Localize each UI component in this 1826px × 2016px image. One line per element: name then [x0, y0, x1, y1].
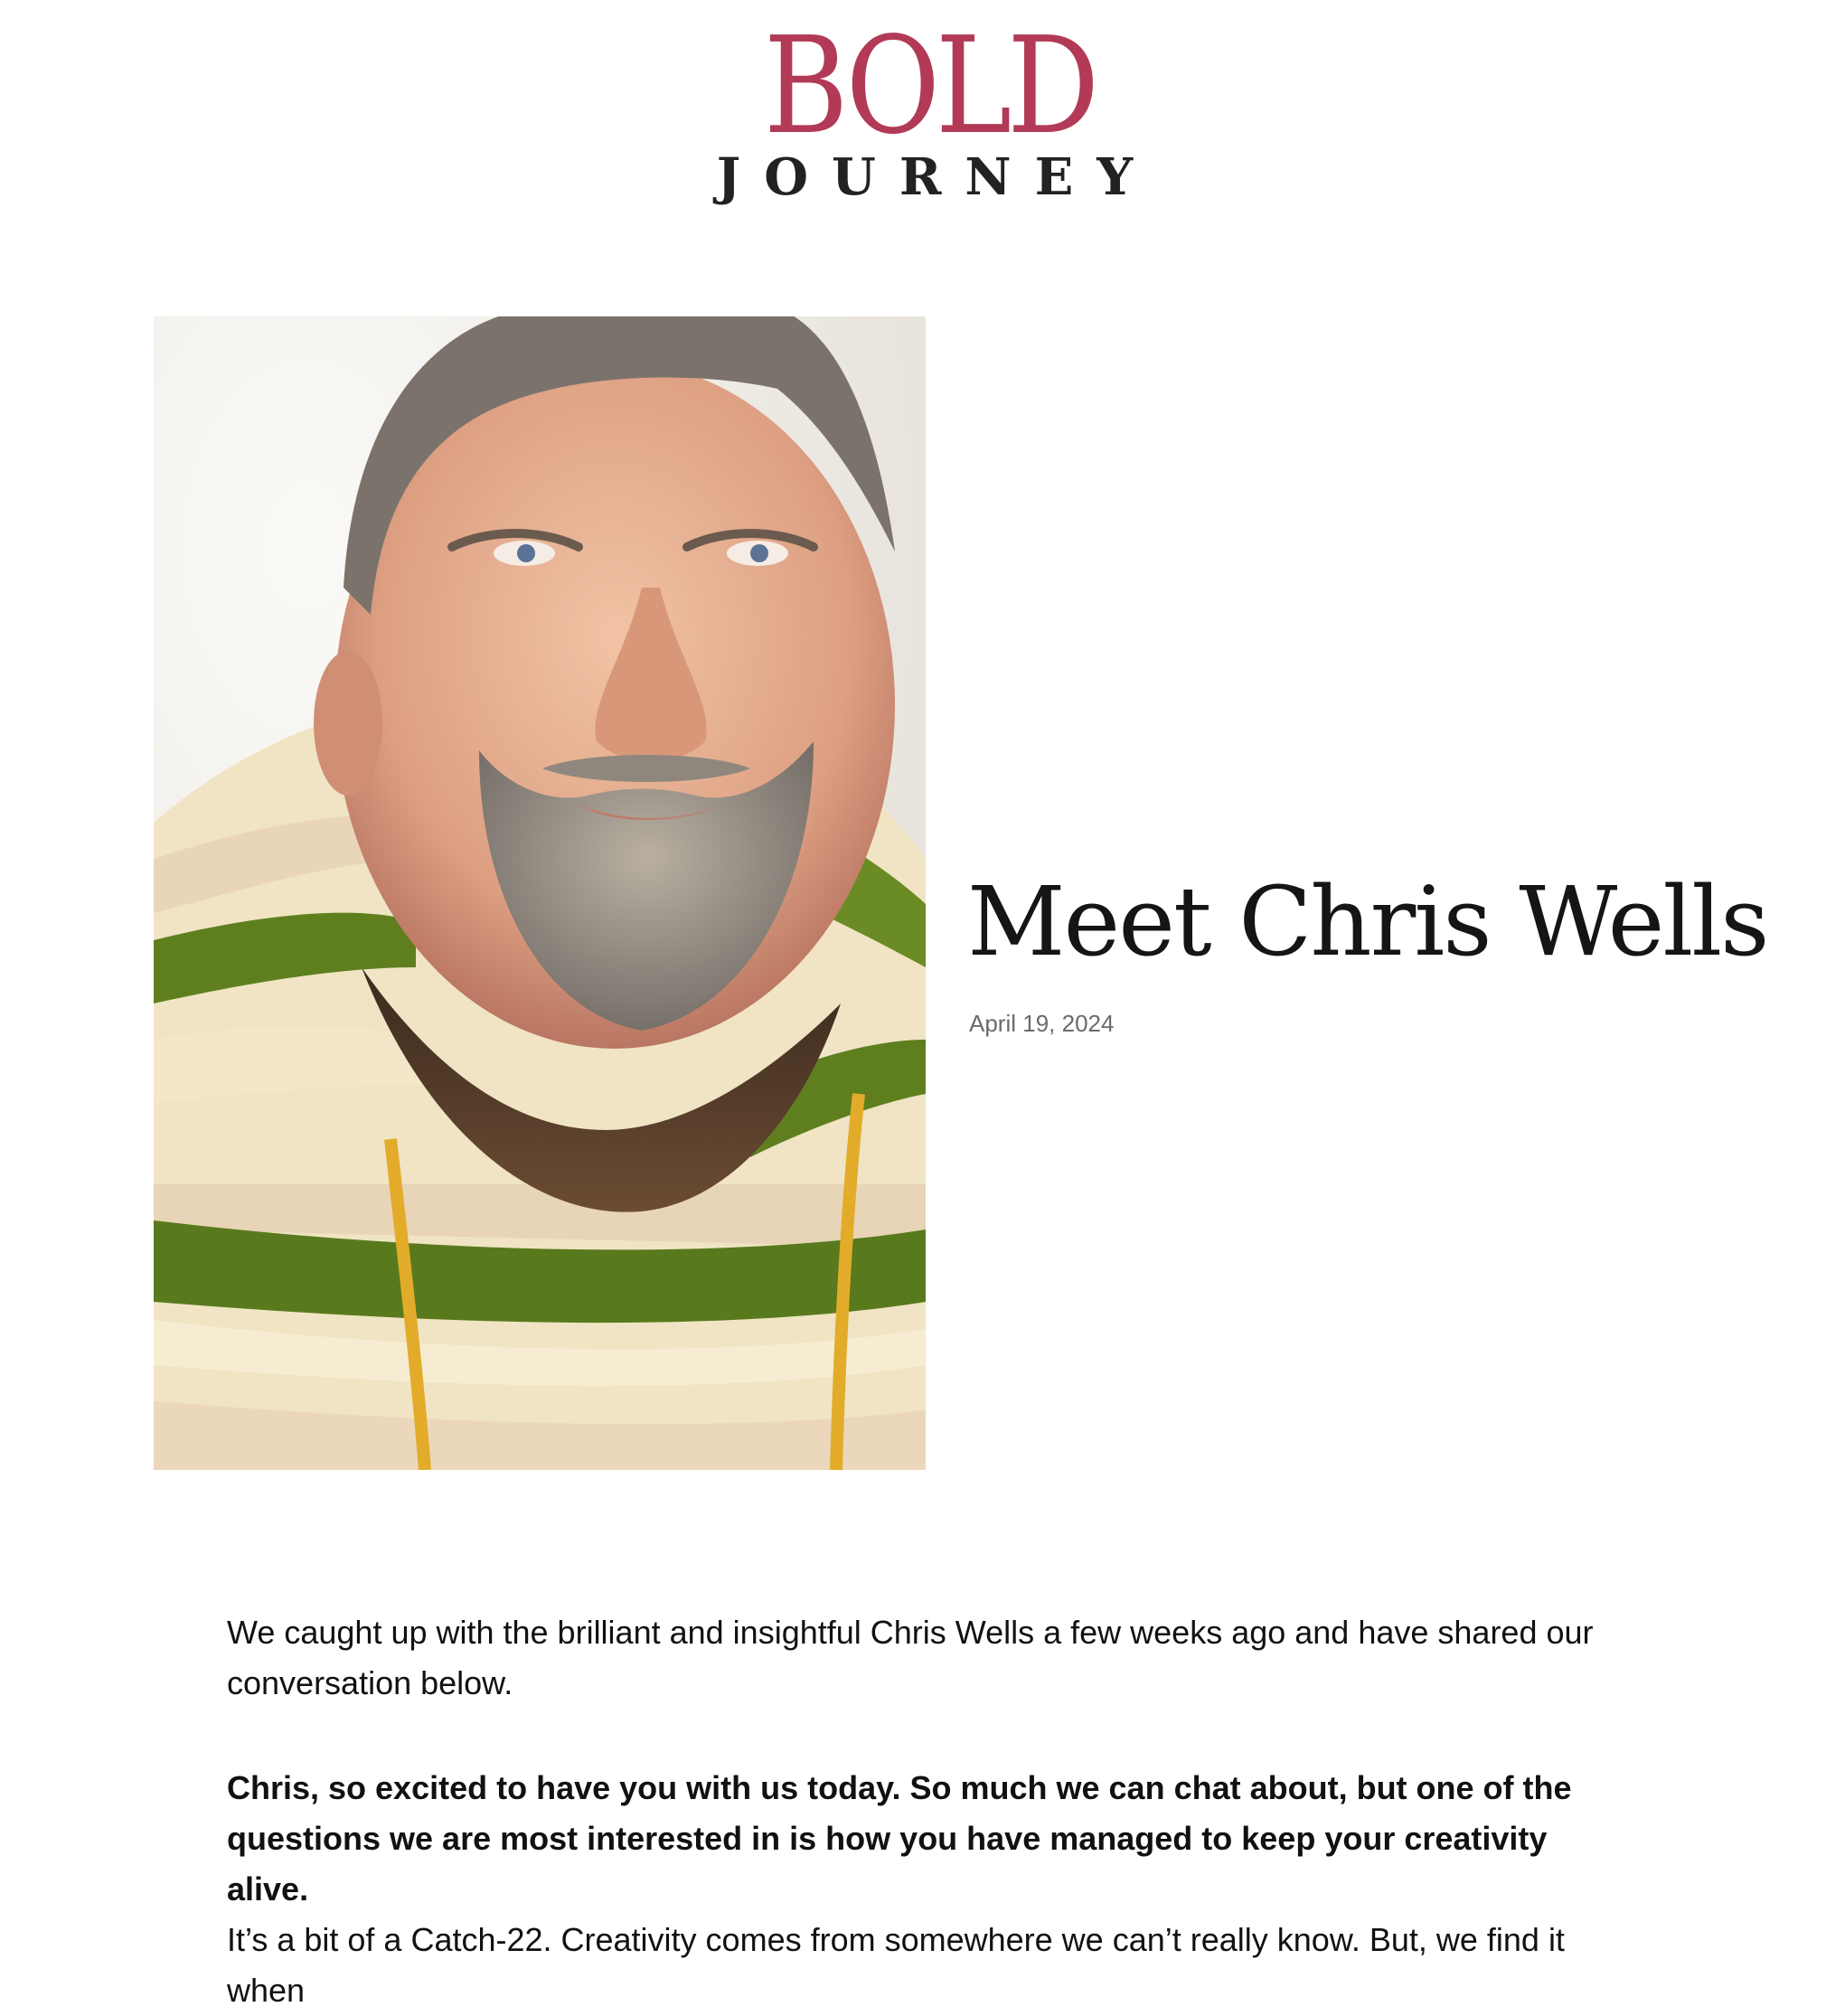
portrait-illustration — [154, 316, 926, 1470]
interview-answer: It’s a bit of a Catch-22. Creativity comes from somewhere we can’t really know. But, we find it when — [227, 1921, 1565, 2009]
post-title: Meet Chris Wells — [967, 866, 1768, 977]
site-logo[interactable] — [0, 8, 1826, 207]
logo-wordmark-journey: JOURNEY — [716, 147, 1157, 207]
post-date: April 19, 2024 — [969, 1010, 1115, 1037]
article-body — [227, 1607, 1637, 2016]
logo-wordmark-bold: BOLD — [763, 8, 1096, 164]
article-intro-paragraph: We caught up with the brilliant and insightful Chris Wells a few weeks ago and have shared our conversation below. — [227, 1614, 1594, 1701]
hero-portrait-image — [154, 316, 926, 1470]
interview-question: Chris, so excited to have you with us today. So much we can chat about, but one of the questions we are most interested in is how you have managed to keep your creativity alive. — [227, 1769, 1572, 1908]
